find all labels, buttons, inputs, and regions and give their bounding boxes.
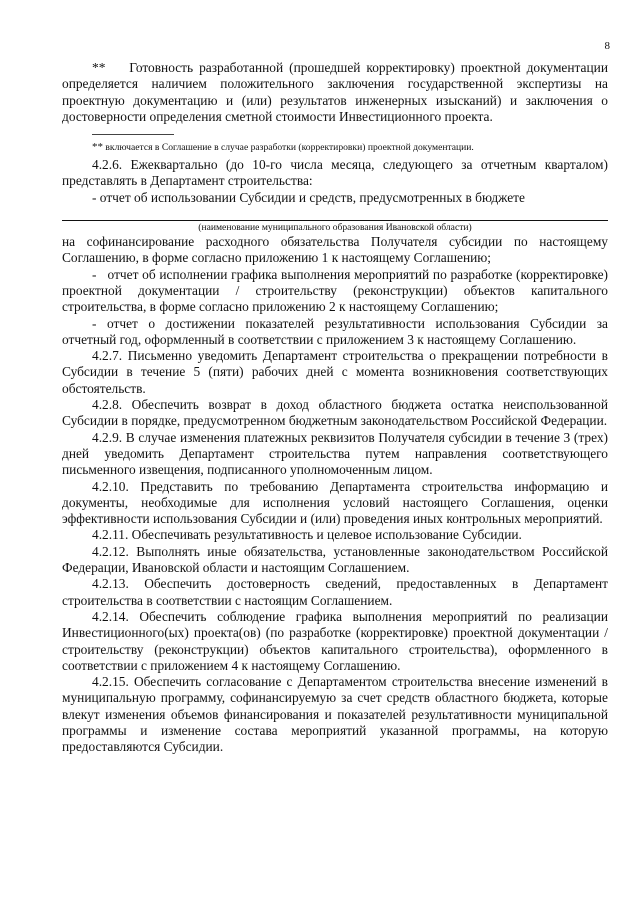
paragraph-4-2-6-item-1-cont: на софинансирование расходного обязательства Получателя субсидии по настоящему Соглашению, в форме согласно приложению 1 к настоящему Соглашению;: [62, 234, 608, 266]
paragraph-4-2-6-item-1: - отчет об использовании Субсидии и средств, предусмотренных в бюджете: [92, 189, 525, 205]
page-number: 8: [604, 40, 610, 52]
footnote: [62, 141, 608, 154]
footnote-text: включается в Соглашение в случае разработки (корректировки) проектной документации.: [103, 142, 474, 154]
paragraph-4-2-6-item-2: - отчет об исполнении графика выполнения мероприятий по разработке (корректировке) проектной документации / строительству (реконструкции) объектов капитального строительства, в форме согласно приложению 2 к настоящему Соглашению;: [62, 266, 608, 315]
footnote-mark: **: [92, 141, 103, 154]
paragraph-4-2-13: 4.2.13. Обеспечить достоверность сведений, предоставленных в Департамент строительства в соответствии с настоящим Соглашением.: [62, 576, 608, 608]
paragraph-4-2-6-item-3: - отчет о достижении показателей результативности использования Субсидии за отчетный год, оформленный в соответствии с приложением 3 к настоящему Соглашению.: [62, 315, 608, 347]
paragraph-readiness: ** Готовность разработанной (прошедшей корректировку) проектной документации определяется наличием положительного заключения государственной экспертизы на проектную документацию и (или) результатов инженерных изысканий) и заключения о достоверности определения сметной стоимости Инвестиционного проекта.: [62, 60, 608, 124]
paragraph-4-2-10: 4.2.10. Представить по требованию Департамента строительства информацию и документы, необходимые для исполнения условий настоящего Соглашения, оценки эффективности использования Субсидии и (или) проведения иных контрольных мероприятий.: [62, 478, 608, 527]
blank-fill-line: [62, 207, 608, 221]
paragraph-4-2-14: 4.2.14. Обеспечить соблюдение графика выполнения мероприятий по реализации Инвестиционного(ых) проекта(ов) (по разработке (корректировке) проектной документации / строительству (реконструкции) объектов капитального строительства), оформленного в соответствии с приложением 4 к настоящему Соглашению.: [62, 608, 608, 673]
footnote-divider: [92, 134, 174, 135]
paragraph-4-2-12: 4.2.12. Выполнять иные обязательства, установленные законодательством Российской Федерации, Ивановской области и настоящим Соглашением.: [62, 543, 608, 576]
paragraph-4-2-7: 4.2.7. Письменно уведомить Департамент строительства о прекращении потребности в Субсидии в течение 5 (пяти) рабочих дней с момента возникновения соответствующих обстоятельств.: [62, 348, 608, 396]
paragraph-4-2-6: 4.2.6. Ежеквартально (до 10-го числа месяца, следующего за отчетным кварталом) представлять в Департамент строительства:: [62, 157, 608, 189]
paragraph-4-2-11: 4.2.11. Обеспечивать результативность и целевое использование Субсидии.: [92, 527, 522, 543]
document-body: [62, 60, 608, 756]
paragraph-4-2-15: 4.2.15. Обеспечить согласование с Департаментом строительства внесение изменений в муниципальную программу, софинансируемую за счет средств областного бюджета, которые влекут изменения объемов финансирования и показателей результативности муниципальной программы и изменение состава мероприятий указанной программы, на которую предоставляются Субсидии.: [62, 674, 608, 755]
paragraph-4-2-9: 4.2.9. В случае изменения платежных реквизитов Получателя субсидии в течение 3 (трех) дней уведомить Департамент строительства путем направления соответствующего письменного извещения, подписанного уполномоченным лицом.: [62, 429, 608, 478]
paragraph-4-2-8: 4.2.8. Обеспечить возврат в доход областного бюджета остатка неиспользованной Субсидии в порядке, предусмотренном бюджетным законодательством Российской Федерации.: [62, 397, 608, 429]
blank-caption: (наименование муниципального образования Ивановской области): [198, 222, 472, 234]
